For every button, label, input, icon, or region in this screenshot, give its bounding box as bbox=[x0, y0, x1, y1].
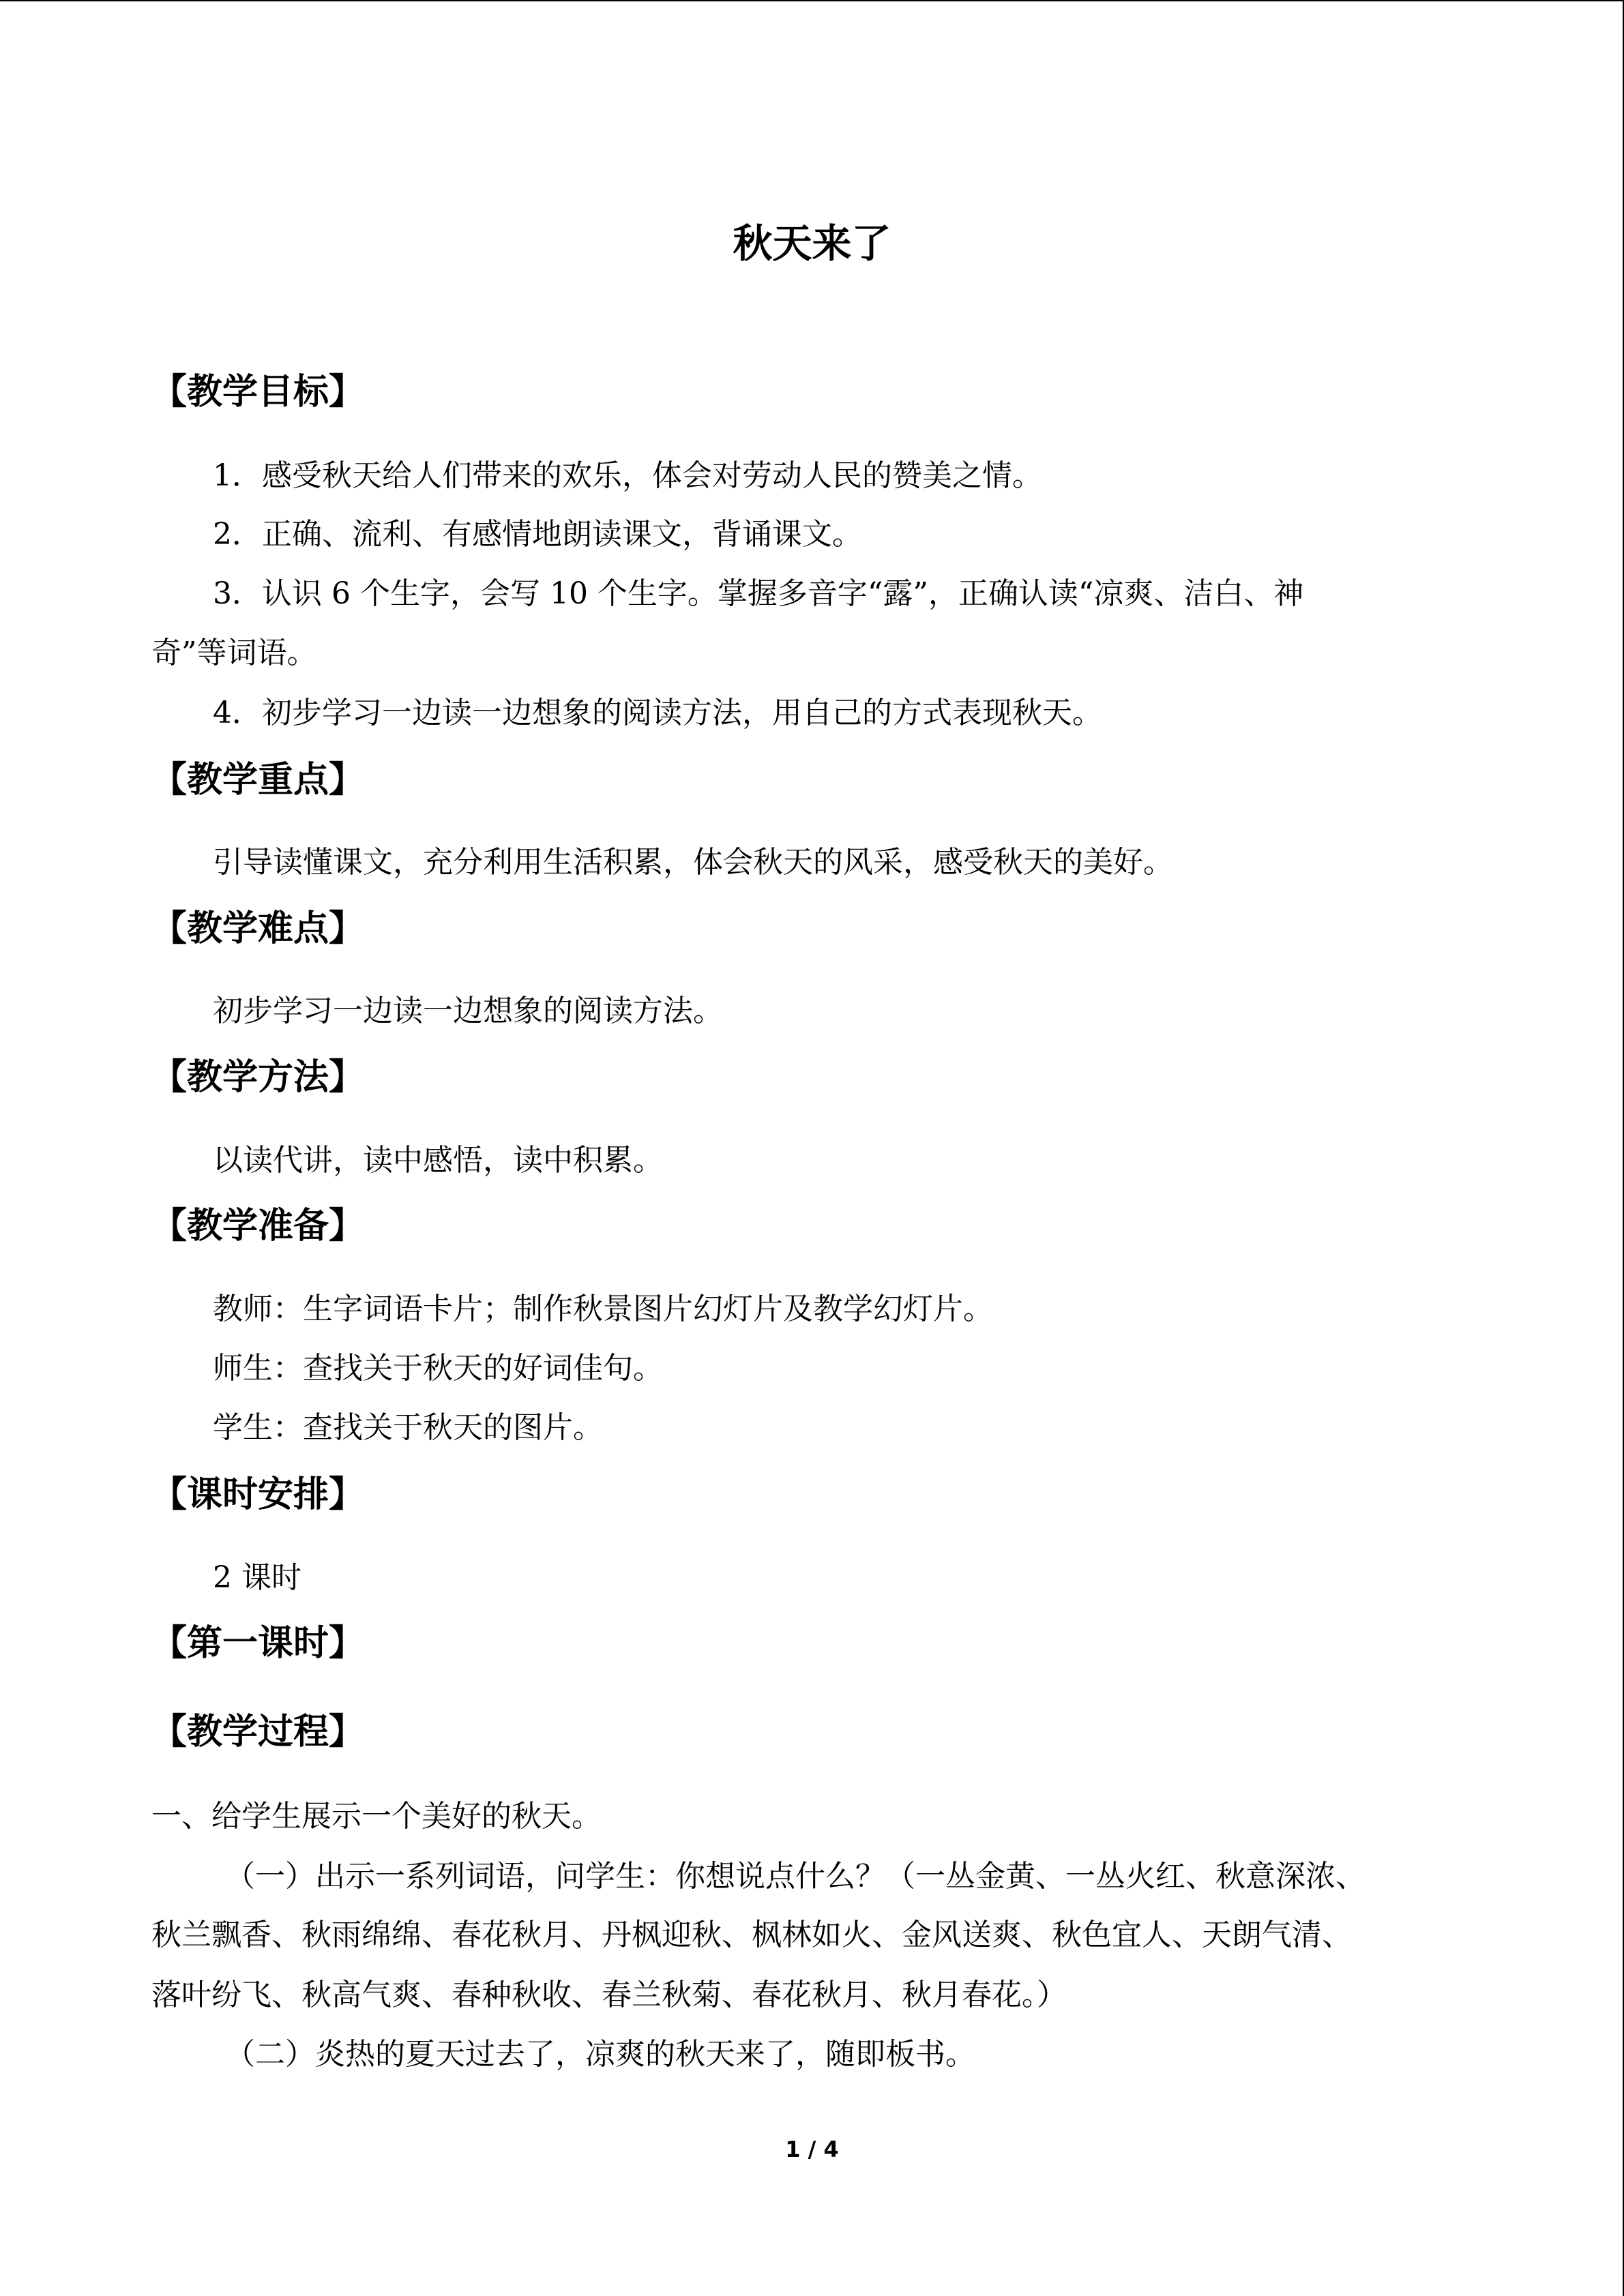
lesson-one-heading: 【第一课时】 bbox=[151, 1623, 365, 1664]
key-points-text: 引导读懂课文，充分利用生活积累，体会秋天的风采，感受秋天的美好。 bbox=[213, 845, 1173, 880]
schedule-heading: 【课时安排】 bbox=[151, 1474, 365, 1515]
document-title: 秋天来了 bbox=[733, 220, 891, 267]
process-heading: 【教学过程】 bbox=[151, 1712, 365, 1753]
process-substep-line: （一）出示一系列词语，问学生：你想说点什么？（一丛金黄、一丛火红、秋意深浓、 bbox=[225, 1859, 1365, 1894]
goal-item: 2．正确、流利、有感情地朗读课文，背诵课文。 bbox=[213, 517, 862, 552]
methods-heading: 【教学方法】 bbox=[151, 1057, 365, 1098]
goal-item: 3．认识 6 个生字，会写 10 个生字。掌握多音字“露”，正确认读“凉爽、洁白、神 bbox=[213, 576, 1304, 611]
goal-item: 4．初步学习一边读一边想象的阅读方法，用自己的方式表现秋天。 bbox=[213, 696, 1102, 730]
page-number: 1 / 4 bbox=[785, 2136, 839, 2162]
difficulties-heading: 【教学难点】 bbox=[151, 908, 365, 949]
difficulties-text: 初步学习一边读一边想象的阅读方法。 bbox=[213, 994, 723, 1028]
goal-item-continuation: 奇”等词语。 bbox=[151, 636, 317, 670]
process-step: 一、给学生展示一个美好的秋天。 bbox=[151, 1799, 602, 1834]
goals-heading: 【教学目标】 bbox=[151, 372, 365, 413]
goal-item: 1．感受秋天给人们带来的欢乐，体会对劳动人民的赞美之情。 bbox=[213, 458, 1042, 493]
methods-text: 以读代讲，读中感悟，读中积累。 bbox=[213, 1143, 663, 1178]
preparation-item: 学生：查找关于秋天的图片。 bbox=[213, 1410, 603, 1445]
preparation-item: 师生：查找关于秋天的好词佳句。 bbox=[213, 1351, 663, 1386]
process-substep-line: 秋兰飘香、秋雨绵绵、春花秋月、丹枫迎秋、枫林如火、金风送爽、秋色宜人、天朗气清、 bbox=[151, 1918, 1352, 1952]
process-substep-line: 落叶纷飞、秋高气爽、春种秋收、春兰秋菊、春花秋月、秋月春花。） bbox=[151, 1978, 1067, 2012]
preparation-heading: 【教学准备】 bbox=[151, 1206, 365, 1247]
preparation-item: 教师：生字词语卡片；制作秋景图片幻灯片及教学幻灯片。 bbox=[213, 1292, 993, 1326]
process-substep: （二）炎热的夏天过去了，凉爽的秋天来了，随即板书。 bbox=[225, 2037, 975, 2072]
schedule-text: 2 课时 bbox=[213, 1560, 301, 1595]
key-points-heading: 【教学重点】 bbox=[151, 760, 365, 801]
